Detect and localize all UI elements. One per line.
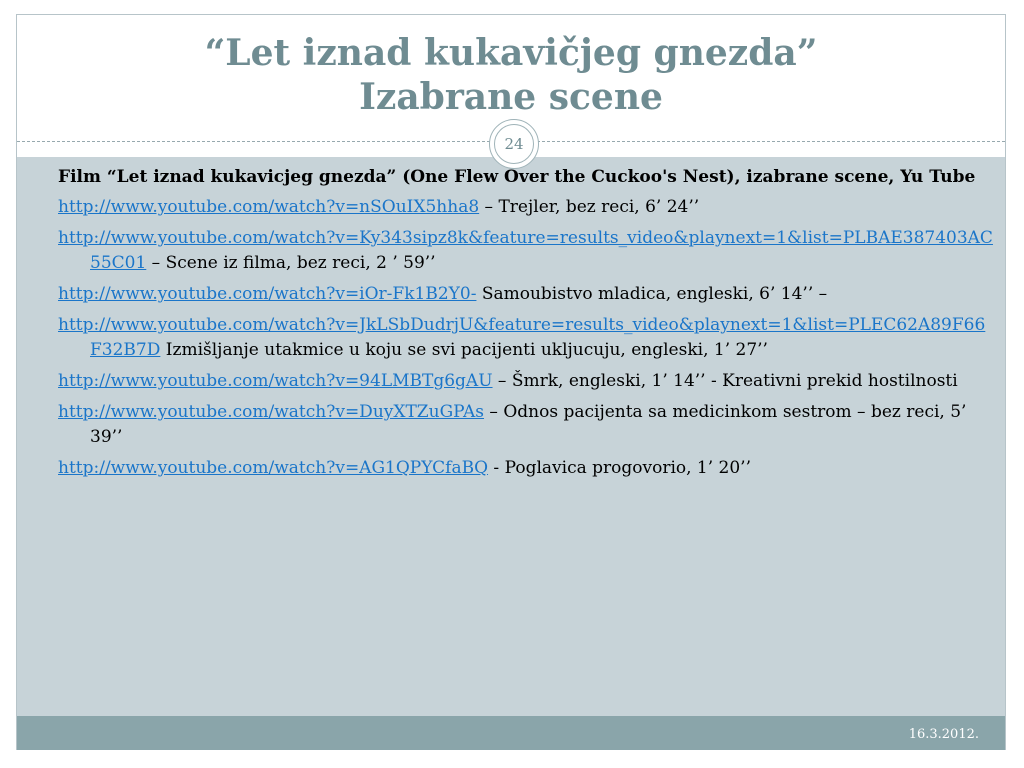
list-item [58,313,994,363]
item-description: – Odnos pacijenta sa medicinkom sestrom – bez reci, 5’ 39’’ [90,402,967,447]
video-link[interactable]: http://www.youtube.com/watch?v=JkLSbDudrjU&feature=results_video&playnext=1&list=PLEC62A89F66F32B7D [58,315,986,360]
slide-date: 16.3.2012. [908,727,979,742]
page-number: 24 [504,135,524,153]
item-description: - Poglavica progovorio, 1’ 20’’ [488,458,751,478]
video-link[interactable]: http://www.youtube.com/watch?v=AG1QPYCfaBQ [58,458,489,478]
list-item [58,369,994,394]
video-link[interactable]: http://www.youtube.com/watch?v=nSOuIX5hha8 [58,197,480,217]
list-item [58,456,994,481]
list-item [58,195,994,220]
slide-title-line2: Izabrane scene [359,76,663,118]
footer-bar [17,716,1005,750]
list-item [58,282,994,307]
video-link[interactable]: http://www.youtube.com/watch?v=Ky343sipz8k&feature=results_video&playnext=1&list=PLBAE387403AC55C01 [58,228,993,273]
item-description: Izmišljanje utakmice u koju se svi pacijenti ukljucuju, engleski, 1’ 27’’ [160,340,768,360]
list-item [58,400,994,450]
list-item [58,226,994,276]
list-heading: Film “Let iznad kukavicjeg gnezda” (One Flew Over the Cuckoo's Nest), izabrane scene, Yu Tube [58,167,976,187]
video-link[interactable]: http://www.youtube.com/watch?v=DuyXTZuGPAs [58,402,485,422]
slide-title-line1: “Let iznad kukavičjeg gnezda” [204,32,818,74]
item-description: – Scene iz filma, bez reci, 2 ’ 59’’ [146,253,436,273]
page-number-badge [489,119,539,169]
item-description: – Trejler, bez reci, 6’ 24’’ [479,197,700,217]
item-description: – Šmrk, engleski, 1’ 14’’ - Kreativni prekid hostilnosti [492,371,958,391]
link-list [58,165,994,487]
item-description: Samoubistvo mladica, engleski, 6’ 14’’ – [476,284,828,304]
video-link[interactable]: http://www.youtube.com/watch?v=iOr-Fk1B2Y0- [58,284,477,304]
video-link[interactable]: http://www.youtube.com/watch?v=94LMBTg6gAU [58,371,493,391]
